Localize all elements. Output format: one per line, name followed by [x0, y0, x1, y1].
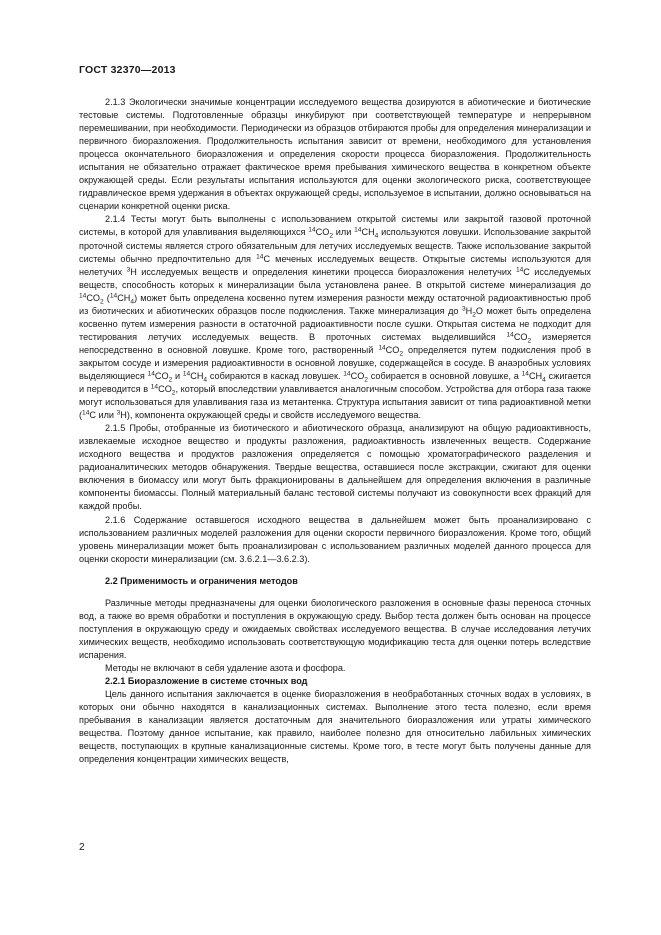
standard-header: ГОСТ 32370—2013: [79, 64, 176, 76]
page-number: 2: [79, 842, 85, 853]
paragraph-2-1-3: 2.1.3 Экологически значимые концентрации исследуемого вещества дозируются в абиотические и биотические тестовые системы. Подготовленные образцы инкубируют при соответствующей температуре и непрерывном перемешивании, при необходимости. Периодически из образцов отбираются пробы для определения минерализации и первичного биоразложения. Продолжительность испытания зависит от времени, необходимого для установления процесса окончательного биоразложения и определения скорости процесса биоразложения. Продолжительность испытания не обязательно отражает фактическое время пребывания химического вещества в конкретном объекте окружающей среды. Если результаты испытания используются для оценки экологического риска, соответствующее гидравлическое время удержания в объектах окружающей среды, используемое в испытании, должно основываться на сценарии конкретной оценки риска.: [79, 97, 591, 212]
section-heading-2-2: 2.2 Применимость и ограничения методов: [105, 575, 298, 586]
paragraph-2-2-intro: Различные методы предназначены для оценки биологического разложения в основные фазы переноса сточных вод, а также во время обработки и поступления в окружающую среду. Выбор теста должен быть основан на процессе поступления в окружающую среду и ожидаемых свойствах исследуемого вещества. В случае исследования летучих химических веществ, необходимо использовать соответствующую модификацию теста для оценки потерь вследствие испарения.: [79, 597, 591, 660]
paragraph-2-1-6: 2.1.6 Содержание оставшегося исходного вещества в дальнейшем может быть проанализировано с использованием различных моделей разложения для оценки скорости первичного биоразложения. Кроме того, общий уровень минерализации может быть проанализирован с использованием различных моделей данного процесса для оценки скорости минерализации (см. 3.6.2.1—3.6.2.3).: [79, 514, 591, 564]
document-body: [79, 96, 591, 766]
paragraph-2-2-note: Методы не включают в себя удаление азота и фосфора.: [105, 662, 346, 673]
paragraph-2-1-5: 2.1.5 Пробы, отобранные из биотического и абиотического образца, анализируют на общую радиоактивность, извлекаемые исходное вещество и продукты разложения, радиоактивность извлеченных веществ. Содержание исходного вещества и продуктов разложения определяется с помощью хроматографического разделения и радиоаналитических методов обнаружения. Твердые вещества, оставшиеся после экстракции, сжигают для оценки включения в биомассу или могут быть фракционированы в дальнейшем для определения включения в различные компоненты биомассы. Полный материальный баланс тестовой системы получают из совокупности всех фракций для каждой пробы.: [79, 423, 591, 512]
paragraph-2-1-4: 2.1.4 Тесты могут быть выполнены с использованием открытой системы или закрытой газовой проточной системы, в которой для улавливания выделяющихся $^{14}CO_2$ или $^{14}CH_4$ используются ловушки. Использование закрытой проточной системы является строго обязательным для летучих исследуемых веществ. Также использование закрытой системы обычно предпочтительно для $^{14}$C меченых исследуемых веществ. Открытые системы используются для нелетучих $^3$H исследуемых веществ и определения кинетики процесса биоразложения нелетучих $^{14}$C исследуемых веществ, способность которых к минерализации была установлена ранее. В открытой системе минерализация до $^{14}CO_2$ $(^{14}CH_4)$ может быть определена косвенно путем измерения разности между остаточной радиоактивностью проб из биотических и абиотических образцов после подкисления. Также минерализация до $^3H_2O$ может быть определена косвенно путем измерения разности в остаточной радиоактивности после сушки. Открытая система не подходит для тестирования летучих исследуемых веществ. В проточных системах выделившийся $^{14}CO_2$ измеряется непосредственно в основной ловушке. Кроме того, растворенный $^{14}CO_2$ определяется путем подкисления проб в закрытом сосуде и измерения радиоактивности в основной ловушке, содержащейся в сосуде. В анаэробных условиях выделяющиеся $^{14}CO_2$ и $^{14}CH_4$ собираются в каскад ловушек. $^{14}CO_2$ собирается в основной ловушке, а $^{14}CH_4$ сжигается и переводится в $^{14}CO_2$, который впоследствии улавливается аналогичным способом. Устройства для отбора газа также могут использоваться для улавливания газа из метантенка. Структура испытания зависит от типа радиоактивной метки ($^{14}$C или $^3$H), компонента окружающей среды и свойств исследуемого вещества.: [79, 214, 592, 421]
section-heading-2-2-1: 2.2.1 Биоразложение в системе сточных вод: [105, 676, 308, 687]
paragraph-2-2-1: Цель данного испытания заключается в оценке биоразложения в необработанных сточных водах в условиях, в которых они обычно находятся в канализационных системах. Выполнение этого теста полезно, если время пребывания в канализации является достаточным для значительного биоразложения или утраты химического вещества. Поэтому данное испытание, как правило, наиболее полезно для относительно лабильных химических веществ, поступающих в крупные канализационные системы. Кроме того, в тесте могут быть получены данные для определения концентрации химических веществ,: [79, 689, 591, 765]
